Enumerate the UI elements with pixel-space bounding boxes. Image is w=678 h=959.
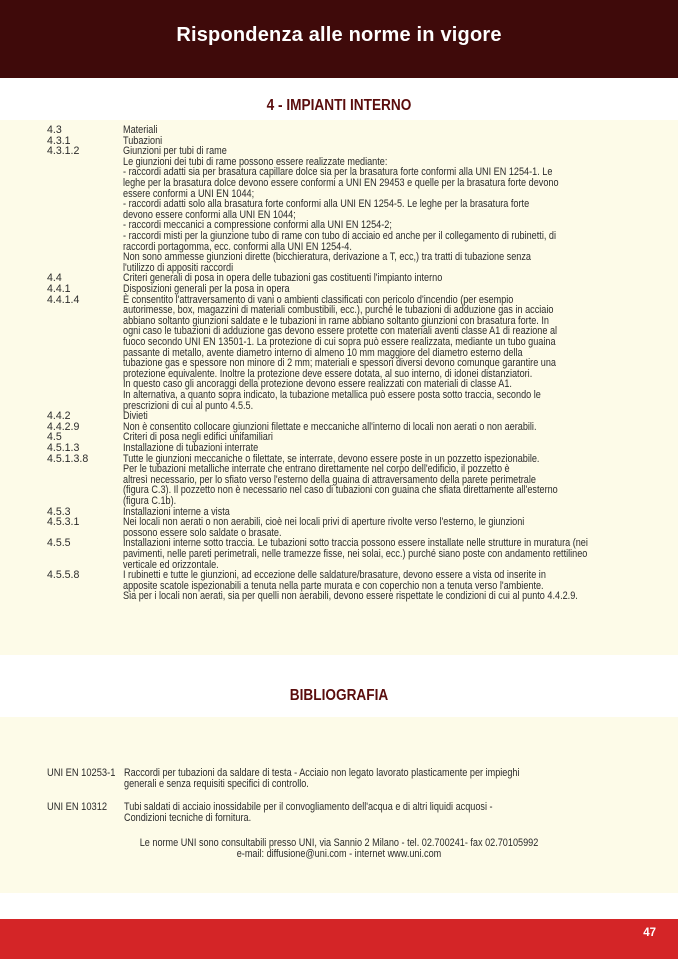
section-title-bibliografia: BIBLIOGRAFIA (289, 687, 389, 704)
norm-text (123, 454, 587, 507)
norm-text-line: - raccordi adatti solo alla brasatura forte conformi alla UNI EN 1254-5. Le leghe per la brasatura forte (123, 198, 530, 211)
norm-text-line: Installazioni interne a vista (123, 505, 230, 518)
page-title: Rispondenza alle norme in vigore (176, 23, 502, 46)
uni-contact-line-2: e-mail: diffusione@uni.com - internet www.uni.com (236, 848, 442, 861)
norm-text-line: Disposizioni generali per la posa in opera (123, 283, 290, 295)
norm-code: 4.5.3 (47, 505, 71, 518)
norm-text-line: autorimesse, box, magazzini di materiali combustibili, ecc.), purché le tubazioni di adduzione gas in acciaio (123, 304, 554, 317)
bibliography-text-line: generali e senza requisiti specifici di controllo. (124, 778, 309, 791)
norm-text-line: Per le tubazioni metalliche interrate che entrano direttamente nel corpo dell'edificio, il pozzetto è (123, 463, 510, 476)
norm-code: 4.4 (47, 272, 62, 285)
norm-text-line: In alternativa, a quanto sopra indicato, la tubazione metallica può essere posta sotto traccia, secondo le (123, 388, 541, 401)
norm-text-line: leghe per la brasatura dolce devono essere conformi a UNI EN 29453 e quelle per la brasatura forte devono (123, 176, 559, 189)
norm-code: 4.5.3.1 (47, 516, 80, 529)
norm-text-line: Tubazioni (123, 134, 163, 147)
norm-text (123, 295, 587, 412)
norm-code: 4.3.1 (47, 134, 71, 147)
bibliography-code: UNI EN 10312 (47, 801, 108, 813)
norm-text-line: I rubinetti e tutte le giunzioni, ad eccezione delle saldature/brasature, devono essere a vista od inserite in (123, 569, 546, 582)
norm-text-line: raccordi portagomma, ecc. conformi alla UNI EN 1254-4. (123, 240, 352, 253)
norm-text-line: Criteri di posa negli edifici unifamiliari (123, 431, 273, 444)
norm-text-line: abbiano soltanto giunzioni saldate e le tubazioni in rame abbiano soltanto giunzioni con brasatura forte. In (123, 314, 549, 327)
uni-contact-note (47, 838, 630, 861)
page-footer (0, 919, 678, 959)
norm-text-line: ogni caso le tubazioni di adduzione gas devono essere protette con materiali aventi classe A1 di reazione al (123, 325, 558, 338)
bibliography-code: UNI EN 10253-1 (47, 767, 116, 779)
norm-text-line: (figura C.1b). (123, 494, 177, 507)
norm-text-line: possono essere solo saldate o brasate. (123, 526, 282, 539)
norm-text-line: Le giunzioni dei tubi di rame possono essere realizzate mediante: (123, 155, 388, 168)
norm-text-line: Materiali (123, 124, 158, 136)
norm-text-line: apposite scatole ispezionabili a tenuta nella parte murata e con coperchio non a tenuta verso l'ambiente. (123, 579, 544, 592)
norm-code: 4.3 (47, 124, 62, 136)
norm-text-line: tubazione gas e spessore non minore di 2 mm; materiali e spessori diversi devono comunque garantire una (123, 357, 556, 370)
norm-text-line: Giunzioni per tubi di rame (123, 145, 227, 158)
norm-text-line: Non sono ammesse giunzioni dirette (bicchieratura, derivazione a T, ecc,) tra tratti di tubazione senza (123, 251, 532, 264)
norm-text-line: Installazione di tubazioni interrate (123, 442, 259, 454)
norm-text-line: - raccordi adatti sia per brasatura capillare dolce sia per la brasatura forte conformi alla UNI EN 1254-1. Le (123, 166, 553, 179)
page-header (0, 0, 678, 78)
norm-text-line: Non è consentito collocare giunzioni filettate e meccaniche all'interno di locali non aerati o non aerabili. (123, 420, 537, 433)
norm-text (123, 146, 587, 273)
norm-text-line: essere conformi a UNI EN 1044; (123, 187, 255, 200)
norm-code: 4.5.5 (47, 537, 71, 550)
norm-text (123, 517, 587, 538)
norm-text-line: Nei locali non aerati o non aerabili, cioè nei locali privi di aperture rivolte verso l'esterno, le giunzioni (123, 516, 525, 529)
bibliography-text-line: Raccordi per tubazioni da saldare di testa - Acciaio non legato lavorato plasticamente per impieghi (124, 767, 520, 779)
norm-text-line: Installazioni interne sotto traccia. Le tubazioni sotto traccia possono essere installate nelle strutture in muratura (nei (123, 537, 588, 550)
page-number: 47 (643, 927, 656, 939)
section-title-impianti: 4 - IMPIANTI INTERNO (266, 97, 412, 114)
bibliography-text-line: Tubi saldati di acciaio inossidabile per il convogliamento dell'acqua e di altri liquidi acquosi - (124, 801, 493, 813)
norm-code: 4.5 (47, 431, 62, 444)
norm-text (123, 125, 587, 136)
norm-text-line: passante di metallo, avente diametro interno di almeno 10 mm maggiore del diametro esterno della (123, 346, 523, 359)
norm-code: 4.4.1.4 (47, 293, 80, 306)
norm-code: 4.5.1.3 (47, 442, 80, 454)
norm-text-line: (figura C.3). Il pozzetto non è necessario nel caso di tubazioni con guaina che sfiata direttamente all'esterno (123, 484, 558, 497)
norm-code: 4.3.1.2 (47, 145, 80, 158)
norm-text-line: l'utilizzo di appositi raccordi (123, 261, 234, 274)
norm-code: 4.4.2 (47, 410, 71, 423)
norm-text-line: Sia per i locali non aerati, sia per quelli non aerabili, devono essere rispettate le condizioni di cui al punto 4.4.2.9. (123, 590, 578, 603)
norm-text-line: altresì necessario, per lo sfiato verso l'esterno della guaina di attraversamento della parete perimetrale (123, 473, 536, 486)
norm-text (123, 570, 587, 602)
norm-text-line: - raccordi misti per la giunzione tubo di rame con tubo di acciaio ed anche per il collegamento di rubinetti, di (123, 229, 556, 242)
norm-text-line: prescrizioni di cui al punto 4.5.5. (123, 399, 254, 412)
norm-text-line: devono essere conformi alla UNI EN 1044; (123, 208, 296, 221)
norm-text-line: Divieti (123, 410, 148, 423)
norm-text-line: protezione equivalente. Inoltre la protezione deve essere dotata, al suo interno, di idonei distanziatori. (123, 367, 533, 380)
norm-code: 4.4.2.9 (47, 420, 80, 433)
norm-code: 4.4.1 (47, 283, 71, 295)
norm-text-line: - raccordi meccanici a compressione conformi alla UNI EN 1254-2; (123, 219, 392, 232)
norm-code: 4.5.1.3.8 (47, 452, 89, 465)
norm-text-line: pavimenti, nelle pareti perimetrali, nelle tramezze fisse, nei solai, ecc.) purché siano poste con andamento rettilineo (123, 547, 588, 560)
norm-text-line: fuoco secondo UNI EN 13501-1. La protezione di cui sopra può essere realizzata, mediante un tubo guaina (123, 335, 556, 348)
norm-text (123, 538, 587, 570)
bibliography-text (124, 802, 588, 825)
norm-text-line: Tutte le giunzioni meccaniche o filettate, se interrate, devono essere poste in un pozzetto ispezionabile. (123, 452, 540, 465)
bibliography-text (124, 768, 588, 791)
norm-code: 4.5.5.8 (47, 569, 80, 582)
uni-contact-line-1: Le norme UNI sono consultabili presso UNI, via Sannio 2 Milano - tel. 02.700241- fax 02.70105992 (139, 837, 539, 849)
norm-text-line: verticale ed orizzontale. (123, 558, 219, 571)
norm-text-line: Criteri generali di posa in opera delle tubazioni gas costituenti l'impianto interno (123, 272, 443, 285)
bibliography-text-line: Condizioni tecniche di fornitura. (124, 812, 252, 825)
norm-text-line: In questo caso gli ancoraggi della protezione devono essere realizzati con materiali di classe A1. (123, 378, 512, 391)
norm-text-line: È consentito l'attraversamento di vani o ambienti classificati con pericolo d'incendio (per esempio (123, 293, 514, 306)
